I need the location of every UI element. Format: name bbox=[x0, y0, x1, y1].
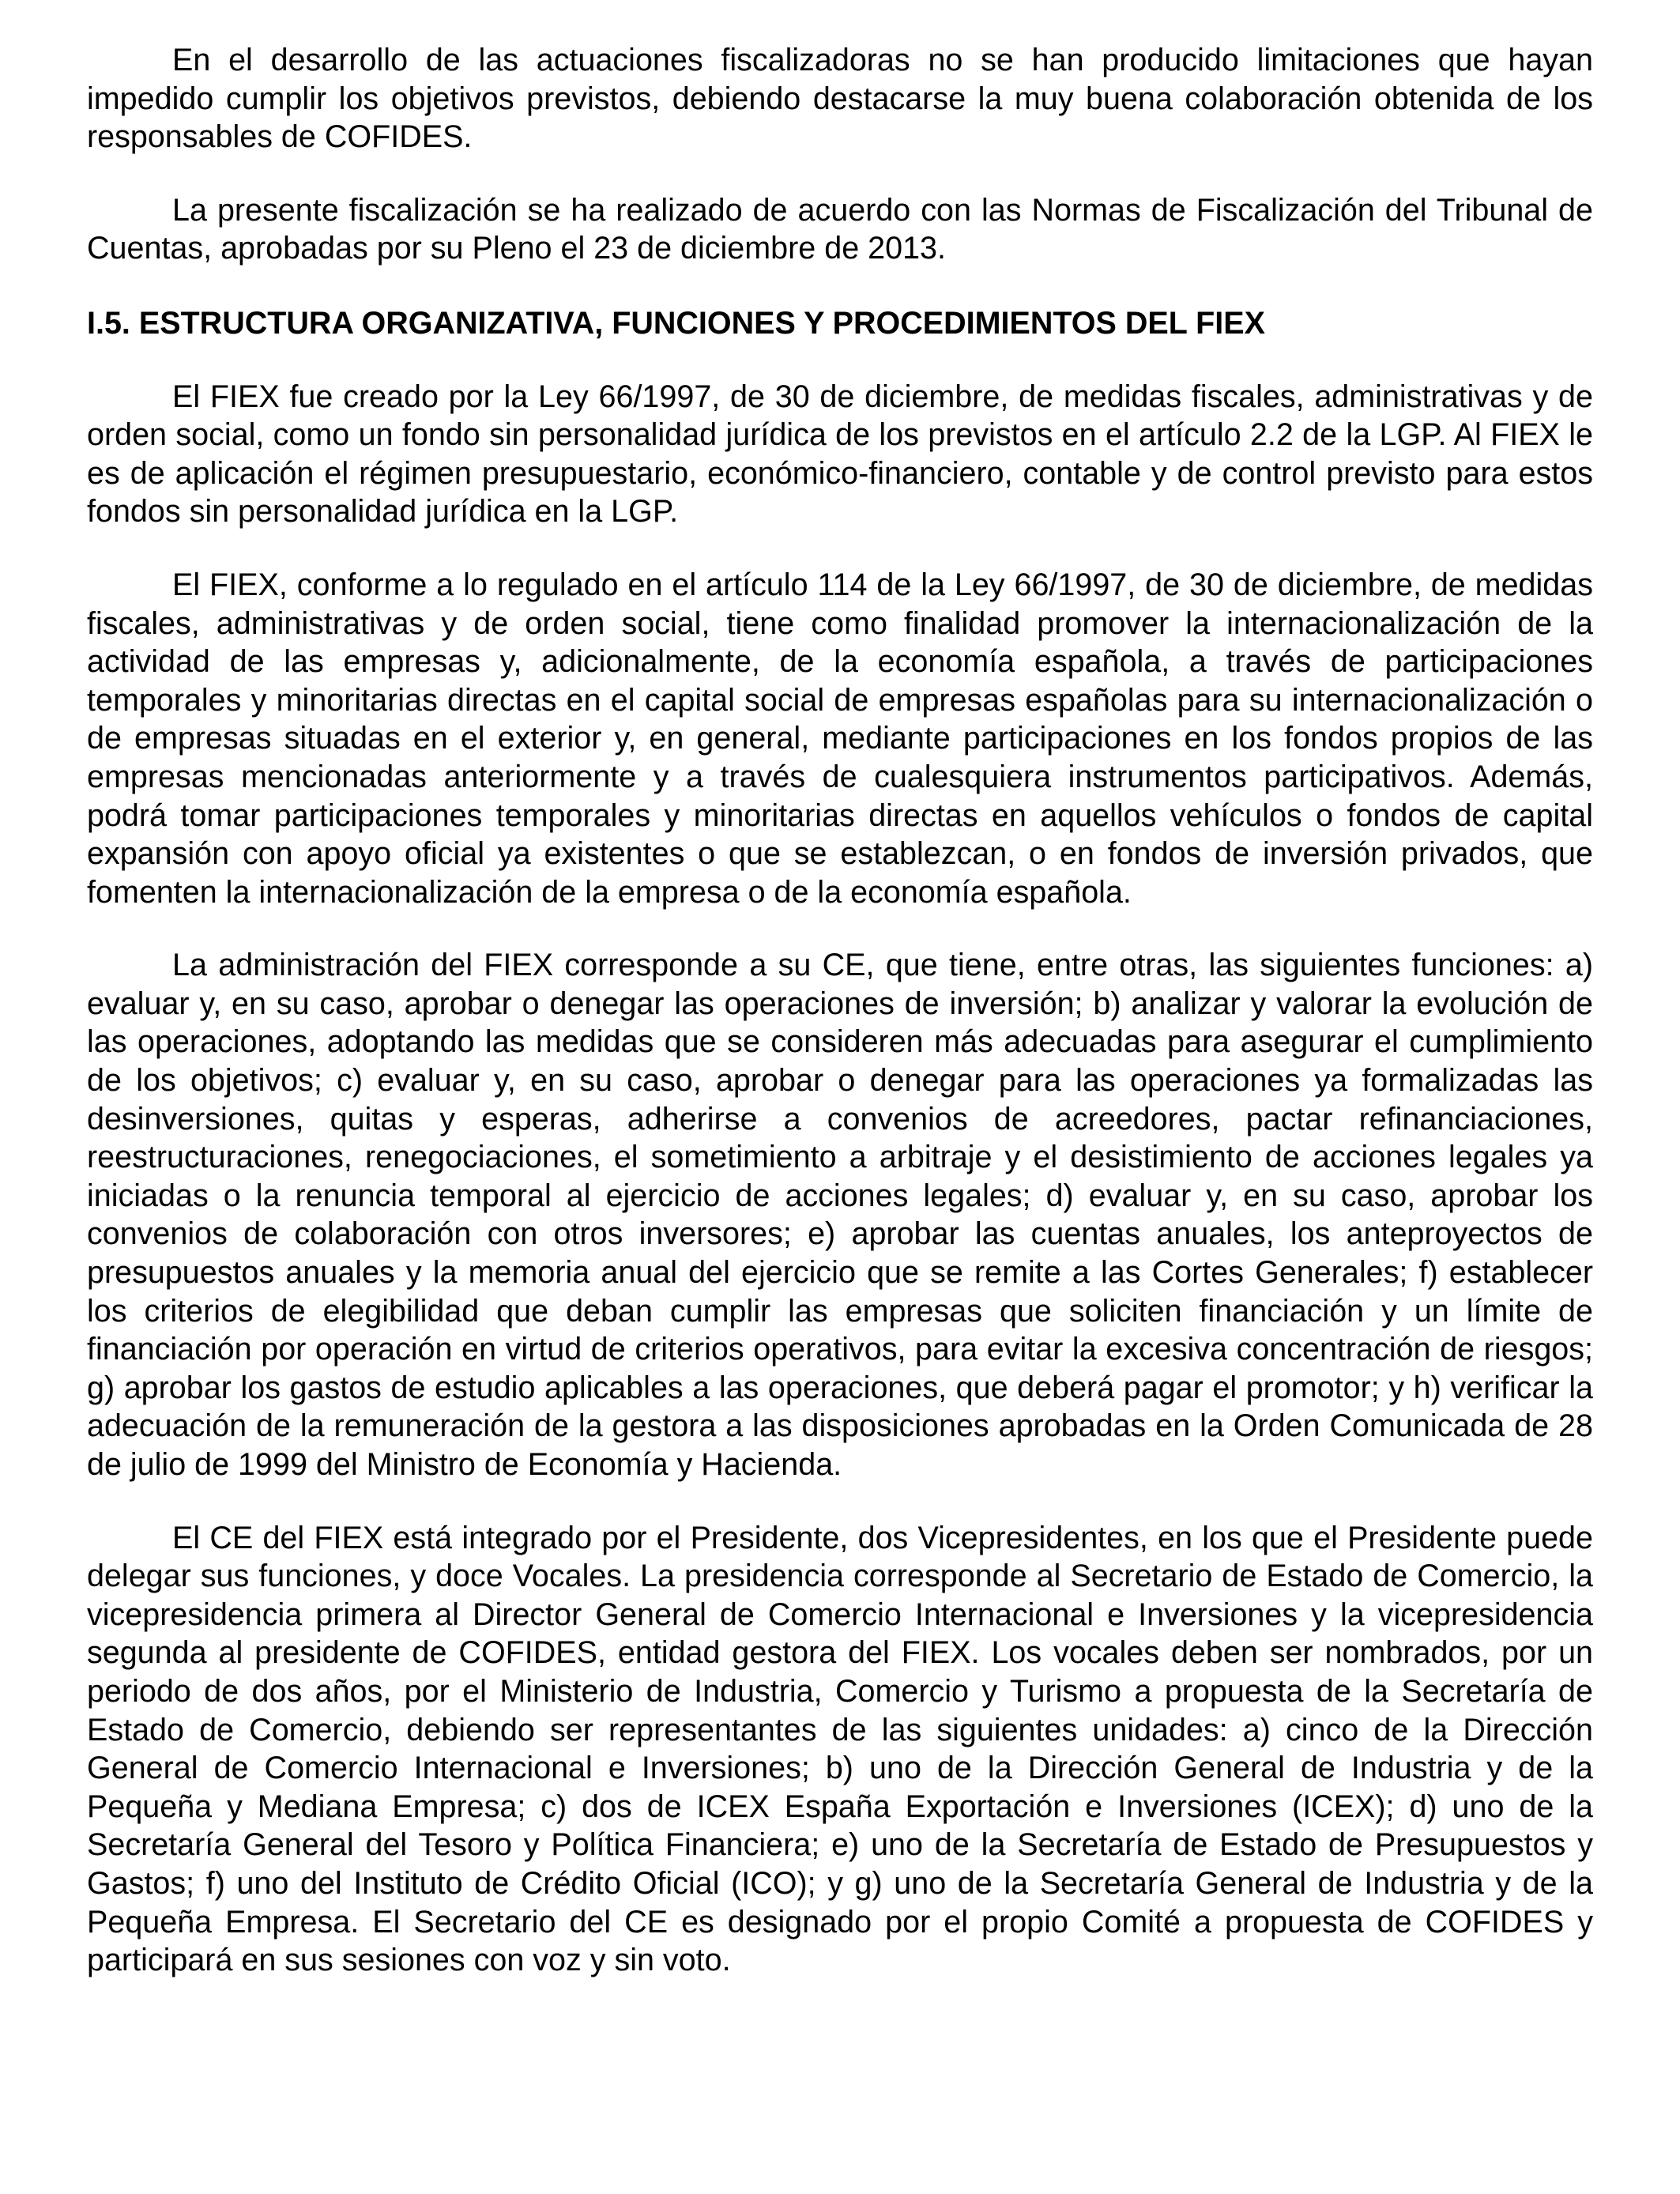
document-page bbox=[87, 41, 1593, 1980]
paragraph-finalidad-fiex: El FIEX, conforme a lo regulado en el artículo 114 de la Ley 66/1997, de 30 de diciembre, de medidas fiscales, administrativas y de orden social, tiene como finalidad promover la internacionalización de la actividad de las empresas y, adicionalmente, de la economía española, a través de participaciones temporales y minoritarias directas en el capital social de empresas españolas para su internacionalización o de empresas situadas en el exterior y, en general, mediante participaciones en los fondos propios de las empresas mencionadas anteriormente y a través de cualesquiera instrumentos participativos. Además, podrá tomar participaciones temporales y minoritarias directas en aquellos vehículos o fondos de capital expansión con apoyo oficial ya existentes o que se establezcan, o en fondos de inversión privados, que fomenten la internacionalización de la empresa o de la economía española. bbox=[87, 567, 1593, 910]
paragraph-funciones-ce: La administración del FIEX corresponde a su CE, que tiene, entre otras, las siguientes funciones: a) evaluar y, en su caso, aprobar o denegar las operaciones de inversión; b) analizar y valorar la evolución de las operaciones, adoptando las medidas que se consideren más adecuadas para asegurar el cumplimiento de los objetivos; c) evaluar y, en su caso, aprobar o denegar para las operaciones ya formalizadas las desinversiones, quitas y esperas, adherirse a convenios de acreedores, pactar refinanciaciones, reestructuraciones, renegociaciones, el sometimiento a arbitraje y el desistimiento de acciones legales ya iniciadas o la renuncia temporal al ejercicio de acciones legales; d) evaluar y, en su caso, aprobar los convenios de colaboración con otros inversores; e) aprobar las cuentas anuales, los anteproyectos de presupuestos anuales y la memoria anual del ejercicio que se remite a las Cortes Generales; f) establecer los criterios de elegibilidad que deban cumplir las empresas que soliciten financiación y un límite de financiación por operación en virtud de criterios operativos, para evitar la excesiva concentración de riesgos; g) aprobar los gastos de estudio aplicables a las operaciones, que deberá pagar el promotor; y h) verificar la adecuación de la remuneración de la gestora a las disposiciones aprobadas en la Orden Comunicada de 28 de julio de 1999 del Ministro de Economía y Hacienda. bbox=[87, 948, 1593, 1482]
paragraph-limitaciones: En el desarrollo de las actuaciones fiscalizadoras no se han producido limitaciones que hayan impedido cumplir los objetivos previstos, debiendo destacarse la muy buena colaboración obtenida de los responsables de COFIDES. bbox=[87, 43, 1593, 155]
paragraph-composicion-ce: El CE del FIEX está integrado por el Presidente, dos Vicepresidentes, en los que el Presidente puede delegar sus funciones, y doce Vocales. La presidencia corresponde al Secretario de Estado de Comercio, la vicepresidencia primera al Director General de Comercio Internacional e Inversiones y la vicepresidencia segunda al presidente de COFIDES, entidad gestora del FIEX. Los vocales deben ser nombrados, por un periodo de dos años, por el Ministerio de Industria, Comercio y Turismo a propuesta de la Secretaría de Estado de Comercio, debiendo ser representantes de las siguientes unidades: a) cinco de la Dirección General de Comercio Internacional e Inversiones; b) uno de la Dirección General de Industria y de la Pequeña y Mediana Empresa; c) dos de ICEX España Exportación e Inversiones (ICEX); d) uno de la Secretaría General del Tesoro y Política Financiera; e) uno de la Secretaría de Estado de Presupuestos y Gastos; f) uno del Instituto de Crédito Oficial (ICO); y g) uno de la Secretaría General de Industria y de la Pequeña Empresa. El Secretario del CE es designado por el propio Comité a propuesta de COFIDES y participará en sus sesiones con voz y sin voto. bbox=[87, 1520, 1593, 1978]
paragraph-normas-fiscalizacion: La presente fiscalización se ha realizado de acuerdo con las Normas de Fiscalización del Tribunal de Cuentas, aprobadas por su Pleno el 23 de diciembre de 2013. bbox=[87, 192, 1593, 266]
paragraph-creacion-fiex: El FIEX fue creado por la Ley 66/1997, de 30 de diciembre, de medidas fiscales, administrativas y de orden social, como un fondo sin personalidad jurídica de los previstos en el artículo 2.2 de la LGP. Al FIEX le es de aplicación el régimen presupuestario, económico-financiero, contable y de control previsto para estos fondos sin personalidad jurídica en la LGP. bbox=[87, 379, 1593, 530]
section-heading: I.5. ESTRUCTURA ORGANIZATIVA, FUNCIONES Y PROCEDIMIENTOS DEL FIEX bbox=[87, 305, 1265, 341]
